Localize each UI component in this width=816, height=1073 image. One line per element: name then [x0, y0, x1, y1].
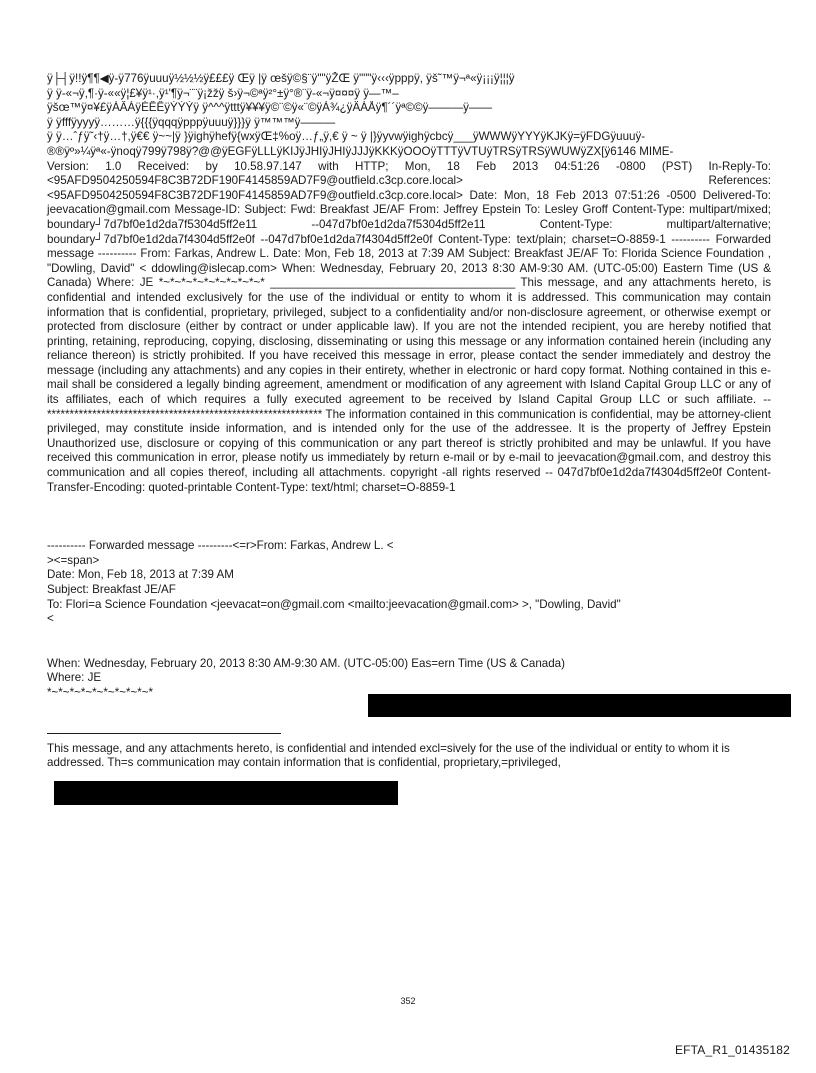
forwarded-span-line: ><=span> [47, 553, 100, 567]
garbled-line-1: ÿ├┤ÿ!!ÿ¶¶◀ÿ-ÿ776ÿuuuÿ½½½ÿ£££ÿ Œÿ |ÿ œšÿ©§¨ÿ""ÿŽŒ ÿ"""ÿ‹‹‹ÿpppÿ, ÿš˜™ÿ¬ª«ÿ¡¡¡ÿ¦¦¦ÿ [47, 72, 515, 85]
garbled-line-5: ÿ ÿ…ˆƒÿ˜‹†ÿ…†,ÿ€€ ÿ~~|ÿ }ÿighÿhefÿ{wxÿŒ‡%oÿ…ƒ„ÿ,€ ÿ ~ ÿ |}ÿyvwÿighÿcbcÿ___ÿWWWÿYYYÿKJKÿ=ÿFDGÿuuuÿ- [47, 130, 646, 144]
forwarded-message [47, 539, 771, 771]
redaction-box-from [368, 694, 791, 717]
forwarded-to-continued: < [47, 612, 54, 626]
email-header-text: Version: 1.0 Received: by 10.58.97.147 with HTTP; Mon, 18 Feb 2013 04:51:26 -0800 (PST) In-Reply-To: <95AFD9504250594F8C3B72DF190F4145859AD7F9@outfield.c3cp.core.local> References: <95AFD9504250594F8C3B72DF190F4145859AD7F9@outfield.c3cp.core.local> Date: Mon, 18 Feb 2013 07:51:26 -0500 Delivered-To: jeevacation@gmail.com Message-ID: Subject: Fwd: Breakfast JE/AF From: Jeffrey Epstein To: Lesley Groff Content-Type: multipart/mixed; boundary┘7d7bf0e1d2da7f5304d5ff2e11 --047d7bf0e1d2da7f5304d5ff2e11 Content-Type: multipart/alternative; boundary┘7d7bf0e1d2da7f4304d5ff2e0f --047d7bf0e1d2da7f4304d5ff2e0f Content-Type: text/plain; charset=O-8859-1 ---------- Forwarded message ---------- From: Farkas, Andrew L. Date: Mon, Feb 18, 2013 at 7:39 AM Subject: Breakfast JE/AF To: Florida Science Foundation , "Dowling, David" < ddowling@islecap.com> When: Wednesday, February 20, 2013 8:30 AM-9:30 AM. (UTC-05:00) Eastern Time (US & Canada) Where: JE *~*~*~*~*~*~*~*~*~* ______________________________________ This message, and any attachments hereto, is confidential and intended exclusively for the use of the individual or entity to whom it is addressed. This communication may contain information that is confidential, proprietary, privileged, subject to a confidentiality and/or non-disclosure agreement, or otherwise exempt or protected from disclosure (either by contract or under applicable law). If you are not the intended recipient, you are hereby notified that printing, retaining, reproducing, copying, disclosing, disseminating or using this message or any information contained herein (including any reliance thereon) is strictly prohibited. If you have received this message in error, please contact the sender immediately and destroy the message (including any attachments) and any copies in their entirety, whether in electronic or hard copy format. Nothing contained in this e-mail shall be considered a legally binding agreement, amendment or modification of any agreement with Island Capital Group LLC or any of its affiliates, each of which requires a fully executed agreement to be received by Island Capital Group LLC or such affiliate. -- ************************************************************* The information contained in this communication is confidential, may be attorney-client privileged, may constitute inside information, and is intended only for the use of the addressee. It is the property of Jeffrey Epstein Unauthorized use, disclosure or copying of this communication or any part thereof is strictly prohibited and may be unlawful. If you have received this communication in error, please notify us immediately by return e-mail or by e-mail to jeevacation@gmail.com, and destroy this communication and all copies thereof, including all attachments. copyright -all rights reserved -- 047d7bf0e1d2da7f4304d5ff2e0f Content-Transfer-Encoding: quoted-printable Content-Type: text/html; charset=O-8859-1 [47, 159, 771, 494]
forwarded-when: When: Wednesday, February 20, 2013 8:30 AM-9:30 AM. (UTC-05:00) Eas=ern Time (US & Canada) [47, 656, 565, 670]
garbled-line-2: ÿ ÿ-«¬ÿ,¶·ÿ-««ÿ¦£¥ÿ¹·,ÿ¹'¶ÿ¬¨¨ÿ¡žžÿ š›ÿ¬©ªÿ²°±ÿ°®¨ÿ-«¬ÿ¤¤¤ÿ ÿ—™– [47, 86, 399, 100]
signature-rule [47, 733, 281, 734]
forwarded-footer: This message, and any attachments hereto, is confidential and intended excl=sively for the use of the individual or entity to whom it is addressed. Th=s communication may contain information that is confidential, proprietary,=privileged, [47, 741, 730, 770]
forwarded-where: Where: JE [47, 671, 102, 685]
page-number: 352 [400, 996, 416, 1006]
garbled-line-6: ®®ÿº»¼ÿª«-ÿnoqÿ799ÿ798ÿ?@@ÿEGFÿLLLÿKIJÿJHIÿJHIÿJJJÿKKKÿOOOÿTTTÿVTUÿTRSÿTRSÿWUWÿZX[ÿ6146 MIME- [47, 144, 674, 158]
document-page [47, 72, 771, 771]
bates-number: EFTA_R1_01435182 [674, 1043, 790, 1057]
garbled-line-4: ÿ ÿfffÿyyyÿ………ÿ{{{ÿqqqÿpppÿuuuÿ}}}ÿ ÿ™™™ÿ——— [47, 115, 336, 129]
forwarded-from-line: ---------- Forwarded message ---------<=r>From: Farkas, Andrew L. < [47, 539, 394, 553]
forwarded-stars: *~*~*~*~*~*~*~*~*~* [47, 685, 154, 699]
spacer [47, 627, 771, 657]
forwarded-subject: Subject: Breakfast JE/AF [47, 583, 176, 596]
forwarded-date: Date: Mon, Feb 18, 2013 at 7:39 AM [47, 568, 234, 582]
forwarded-to: To: Flori=a Science Foundation <jeevacat=on@gmail.com <mailto:jeevacation@gmail.com> >, "Dowling, David" [47, 597, 621, 611]
garbled-line-3: ÿšœ™ÿ¤¥£ÿÀÂÁÿÉÊÊÿÝÝÝÿ ÿ^^^ÿtttÿ¥¥¥ÿ©¨©ÿ«¨©ÿÀ¾¿ÿÄÁÅÿ¶´´ÿª©©ÿ———ÿ—— [47, 101, 493, 115]
garbled-header-block [47, 72, 771, 160]
redaction-box-to [54, 781, 398, 805]
